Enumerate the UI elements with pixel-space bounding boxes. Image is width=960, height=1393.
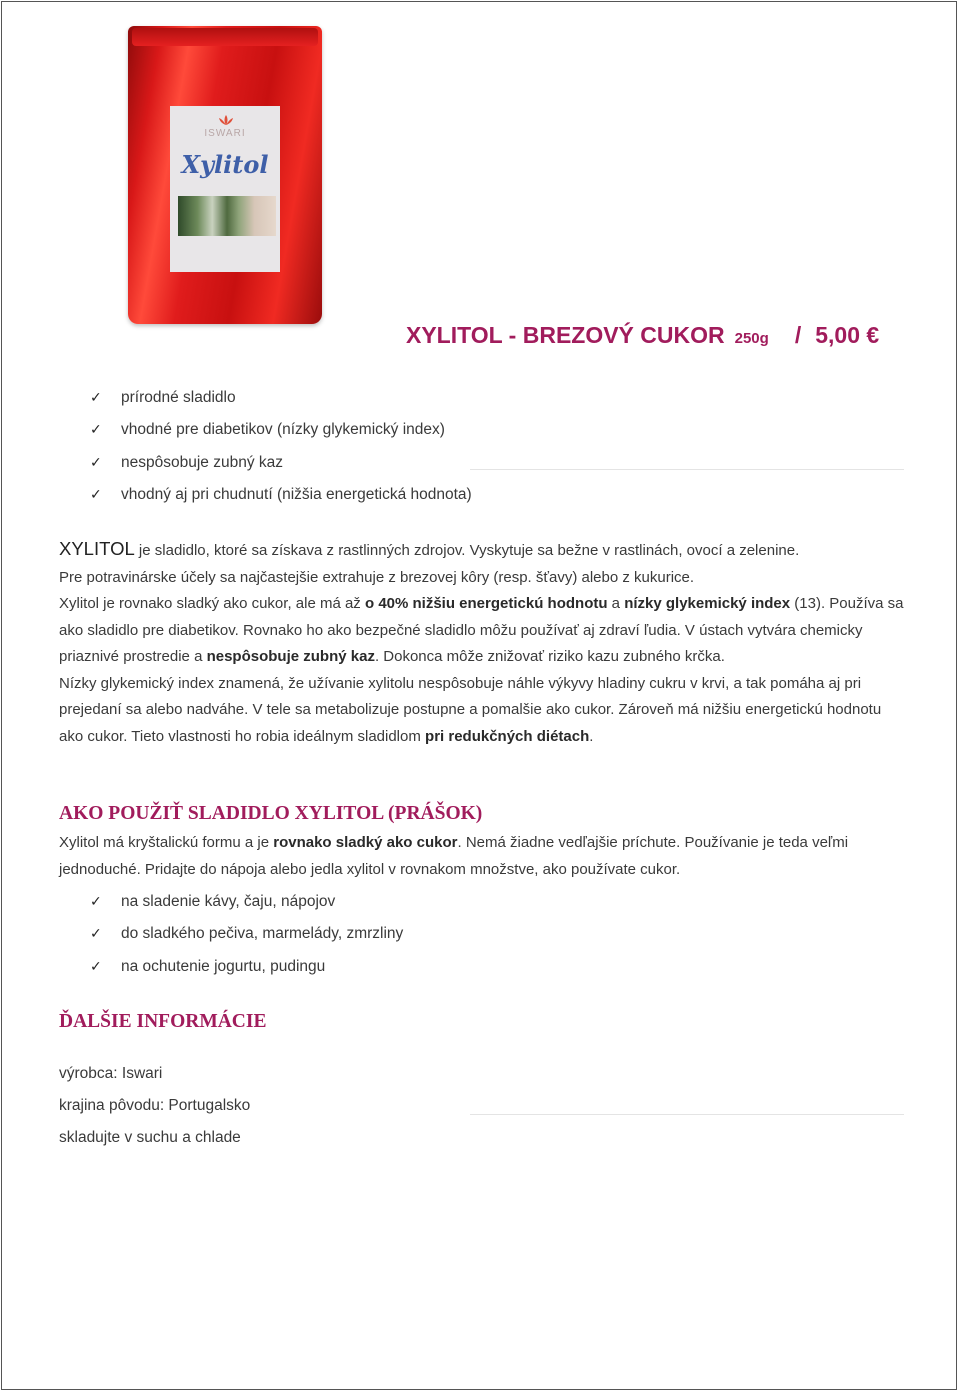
package-label bbox=[170, 106, 280, 272]
list-item: ✓ prírodné sladidlo bbox=[90, 389, 236, 406]
country-of-origin: krajina pôvodu: Portugalsko bbox=[59, 1097, 251, 1114]
check-mark-icon: ✓ bbox=[90, 958, 102, 975]
list-item: ✓ do sladkého pečiva, marmelády, zmrzliny bbox=[90, 925, 404, 943]
check-mark-icon: ✓ bbox=[90, 926, 102, 943]
product-image bbox=[128, 26, 322, 324]
storage-instructions: skladujte v suchu a chlade bbox=[59, 1129, 241, 1146]
birch-forest-photo bbox=[178, 196, 276, 236]
check-mark-icon: ✓ bbox=[90, 486, 102, 503]
list-item: ✓ na sladenie kávy, čaju, nápojov bbox=[90, 893, 336, 910]
list-item: ✓ nespôsobuje zubný kaz bbox=[90, 453, 284, 471]
check-mark-icon: ✓ bbox=[90, 422, 102, 439]
check-mark-icon: ✓ bbox=[90, 894, 102, 910]
divider bbox=[470, 469, 904, 470]
product-weight: 250g bbox=[734, 330, 769, 347]
product-name: XYLITOL - BREZOVÝ CUKOR bbox=[406, 322, 725, 348]
list-item: ✓ vhodné pre diabetikov (nízky glykemický index) bbox=[90, 421, 445, 439]
package-product-name: Xylitol bbox=[181, 150, 269, 179]
product-price: 5,00 € bbox=[815, 322, 880, 348]
usage-list bbox=[90, 892, 403, 989]
lead-word: XYLITOL bbox=[59, 538, 135, 559]
divider bbox=[470, 1114, 904, 1115]
info-heading: ĎALŠIE INFORMÁCIE bbox=[59, 1011, 267, 1032]
description-paragraph: XYLITOL je sladidlo, ktoré sa získava z rastlinných zdrojov. Vyskytuje sa bežne v rastlinách, ovocí a zelenine. Pre potravinárske účely sa najčastejšie extrahuje z brezovej kôry (resp. šťavy) alebo z kukurice. Xylitol je rovnako sladký ako cukor, ale má až o 40% nižšiu energetickú hodnotu a nízky glykemický index (13). Používa sa ako sladidlo pre diabetikov. Rovnako ho ako bezpečné sladidlo môžu používať aj zdraví ľudia. V ústach vytvára chemicky priaznivé prostredie a nespôsobuje zubný kaz. Dokonca môže znižovať riziko kazu zubného krčka. Nízky glykemický index znamená, že užívanie xylitolu nespôsobuje náhle výkyvy hladiny cukru v krvi, a tak pomáha aj pri prejedaní sa alebo nadváhe. V tele sa metabolizuje postupne a pomalšie ako cukor. Zároveň má nižšiu energetickú hodnotu ako cukor. Tieto vlastnosti ho robia ideálnym sladidlom pri redukčných diétach. bbox=[59, 538, 904, 745]
package-seal bbox=[132, 28, 318, 46]
list-item: ✓ na ochutenie jogurtu, pudingu bbox=[90, 957, 326, 975]
title-separator: / bbox=[794, 322, 802, 348]
usage-paragraph: Xylitol má kryštalickú formu a je rovnako sladký ako cukor. Nemá žiadne vedľajšie príchute. Používanie je teda veľmi jednoduché. Pridajte do nápoja alebo jedla xylitol v rovnakom množstve, ako používate cukor. bbox=[59, 834, 849, 878]
check-mark-icon: ✓ bbox=[90, 454, 102, 471]
benefits-list bbox=[90, 388, 472, 517]
manufacturer: výrobca: Iswari bbox=[59, 1065, 163, 1082]
list-item: ✓ vhodný aj pri chudnutí (nižšia energetická hodnota) bbox=[90, 485, 472, 503]
brand-name: ISWARI bbox=[204, 128, 246, 139]
usage-heading: AKO POUŽIŤ SLADIDLO XYLITOL (PRÁŠOK) bbox=[59, 803, 483, 824]
lotus-logo-icon bbox=[216, 114, 236, 126]
check-mark-icon: ✓ bbox=[90, 390, 102, 406]
product-title bbox=[406, 322, 879, 349]
